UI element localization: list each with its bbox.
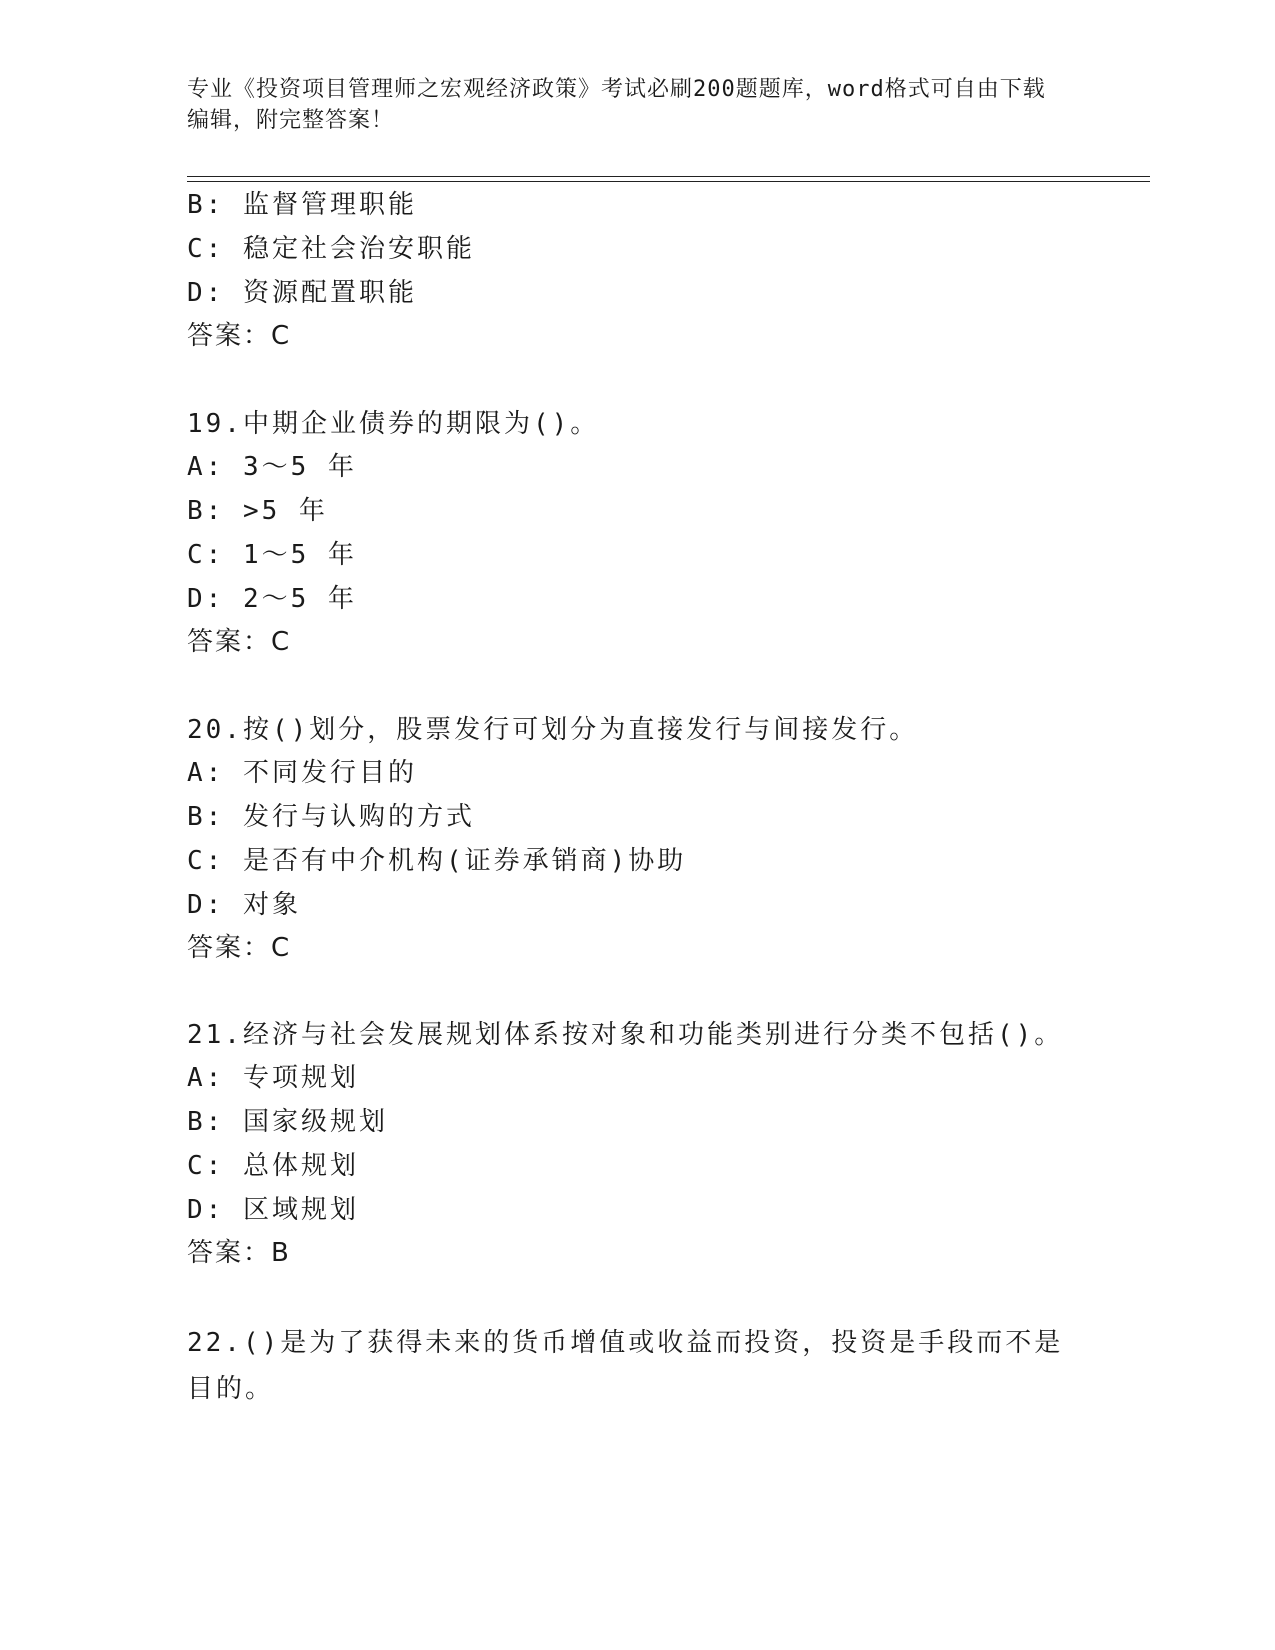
q21-answer: 答案：B xyxy=(187,1238,291,1268)
q19-option-b: B: >5 年 xyxy=(187,496,328,526)
q20-answer: 答案：C xyxy=(187,933,292,963)
q21-option-b: B: 国家级规划 xyxy=(187,1107,388,1137)
q20-option-d: D: 对象 xyxy=(187,890,301,920)
q20-question: 20.按()划分，股票发行可划分为直接发行与间接发行。 xyxy=(187,715,919,745)
q19-question: 19.中期企业债券的期限为()。 xyxy=(187,409,600,439)
q18-option-c: C: 稳定社会治安职能 xyxy=(187,234,475,264)
q21-option-a: A: 专项规划 xyxy=(187,1063,359,1093)
q21-option-d: D: 区域规划 xyxy=(187,1195,359,1225)
q22-question: 22.()是为了获得未来的货币增值或收益而投资，投资是手段而不是目的。 xyxy=(187,1328,1064,1404)
q20-option-c: C: 是否有中介机构(证券承销商)协助 xyxy=(187,846,687,876)
q19-answer: 答案：C xyxy=(187,627,292,657)
header-divider-bottom xyxy=(187,181,1150,182)
q18-answer: 答案：C xyxy=(187,321,292,351)
header-divider-top xyxy=(187,176,1150,177)
q20-option-b: B: 发行与认购的方式 xyxy=(187,802,475,832)
q21-option-c: C: 总体规划 xyxy=(187,1151,359,1181)
q19-option-a: A: 3～5 年 xyxy=(187,452,357,482)
q21-question: 21.经济与社会发展规划体系按对象和功能类别进行分类不包括()。 xyxy=(187,1020,1064,1050)
q18-option-b: B: 监督管理职能 xyxy=(187,190,417,220)
q20-option-a: A: 不同发行目的 xyxy=(187,758,417,788)
q19-option-d: D: 2～5 年 xyxy=(187,584,357,614)
q18-option-d: D: 资源配置职能 xyxy=(187,278,417,308)
q19-option-c: C: 1～5 年 xyxy=(187,540,357,570)
document-header: 专业《投资项目管理师之宏观经济政策》考试必刷200题题库，word格式可自由下载编辑，附完整答案！ xyxy=(187,77,1046,133)
